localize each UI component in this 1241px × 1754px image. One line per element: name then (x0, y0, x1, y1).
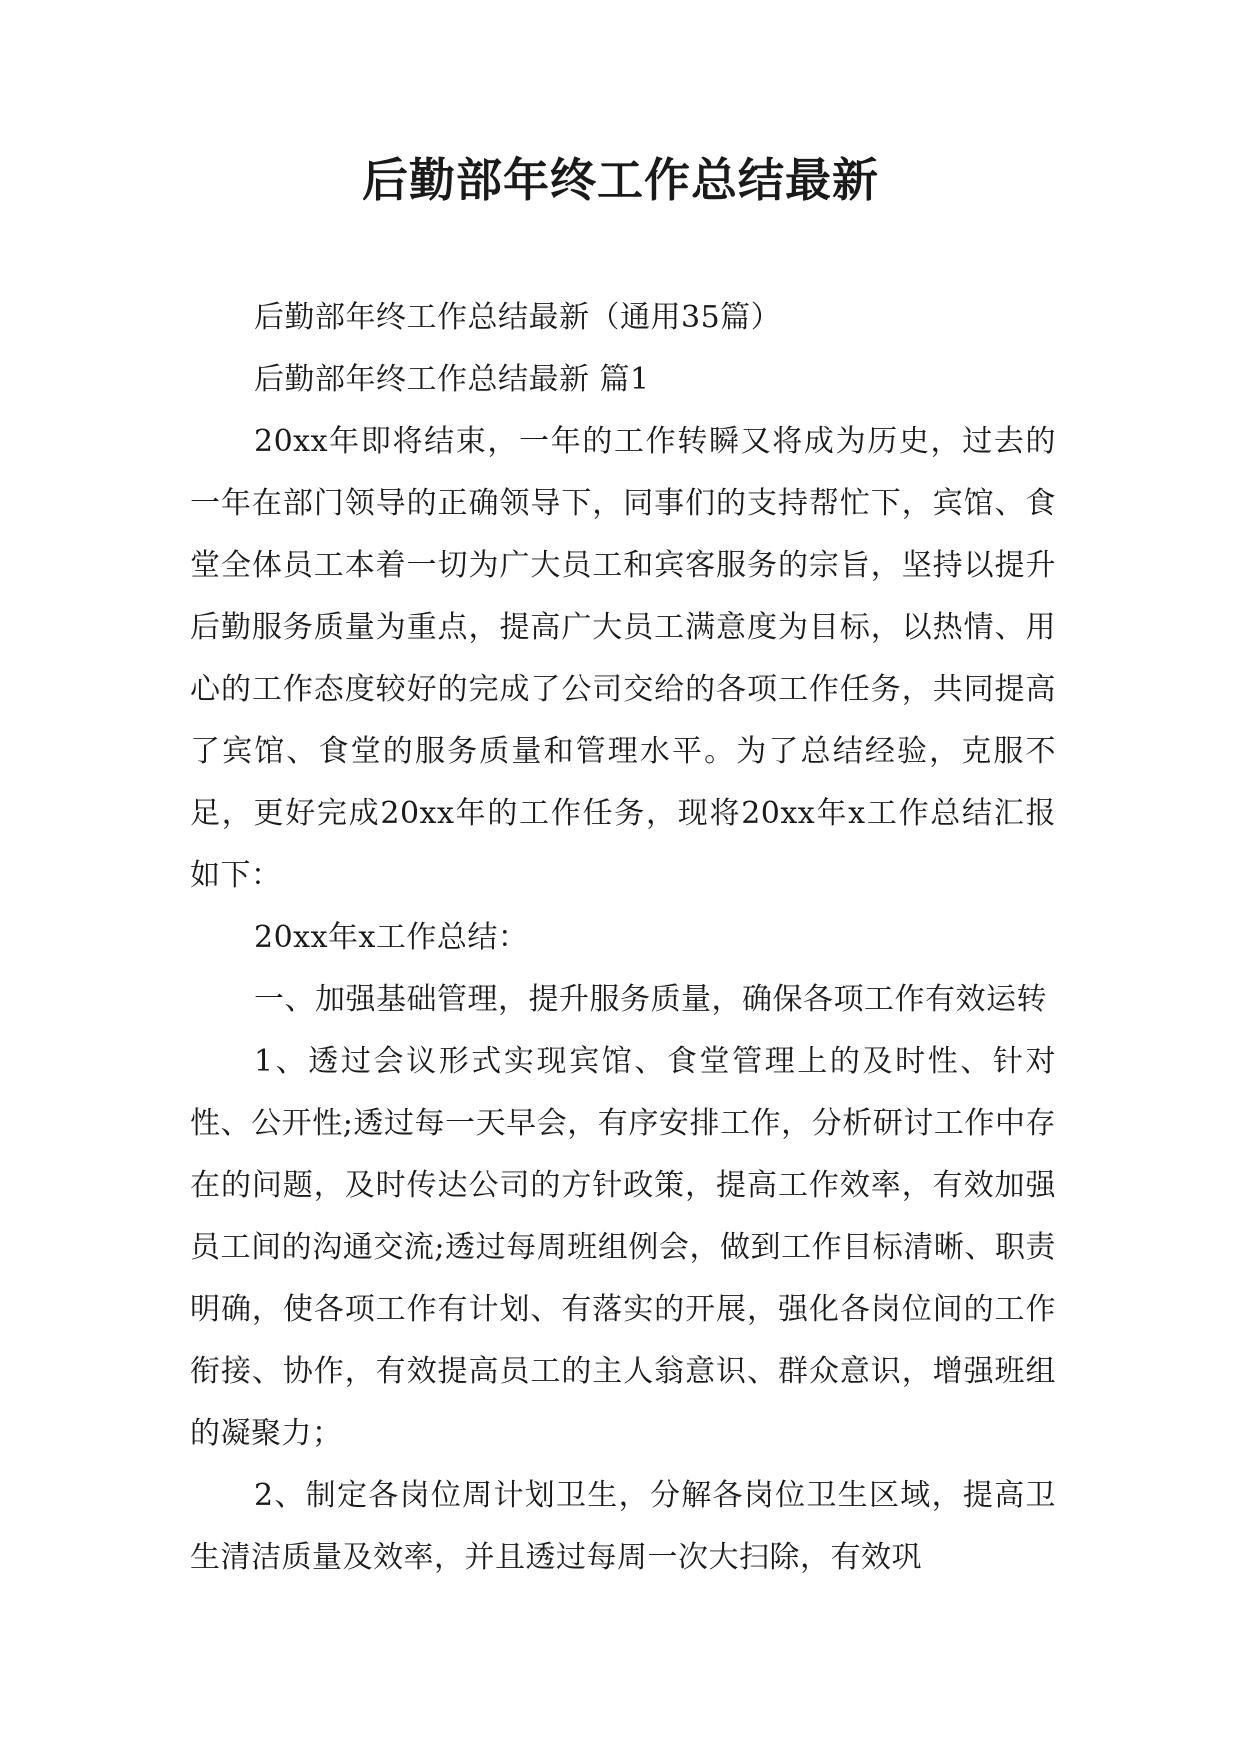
paragraph-item-2: 2、制定各岗位周计划卫生，分解各岗位卫生区域，提高卫生清洁质量及效率，并且透过每周一次大扫除，有效巩 (190, 1478, 1056, 1575)
document-subtitle: 后勤部年终工作总结最新（通用35篇） (254, 300, 782, 335)
paragraph-intro: 20xx年即将结束，一年的工作转瞬又将成为历史，过去的一年在部门领导的正确领导下，同事们的支持帮忙下，宾馆、食堂全体员工本着一切为广大员工和宾客服务的宗旨，坚持以提升后勤服务质量为重点，提高广大员工满意度为目标，以热情、用心的工作态度较好的完成了公司交给的各项工作任务，共同提高了宾馆、食堂的服务质量和管理水平。为了总结经验，克服不足，更好完成20xx年的工作任务，现将20xx年x工作总结汇报如下： (190, 424, 1056, 893)
paragraph-point-one-heading: 一、加强基础管理，提升服务质量，确保各项工作有效运转 (254, 982, 1047, 1017)
document-body (190, 287, 1056, 1589)
paragraph-summary-heading: 20xx年x工作总结： (254, 920, 529, 955)
document-title: 后勤部年终工作总结最新 (362, 153, 879, 207)
paragraph-item-1: 1、透过会议形式实现宾馆、食堂管理上的及时性、针对性、公开性;透过每一天早会，有序安排工作，分析研讨工作中存在的问题，及时传达公司的方针政策，提高工作效率，有效加强员工间的沟通交流;透过每周班组例会，做到工作目标清晰、职责明确，使各项工作有计划、有落实的开展，强化各岗位间的工作衔接、协作，有效提高员工的主人翁意识、群众意识，增强班组的凝聚力； (190, 1044, 1056, 1451)
section-heading: 后勤部年终工作总结最新 篇1 (254, 362, 650, 397)
